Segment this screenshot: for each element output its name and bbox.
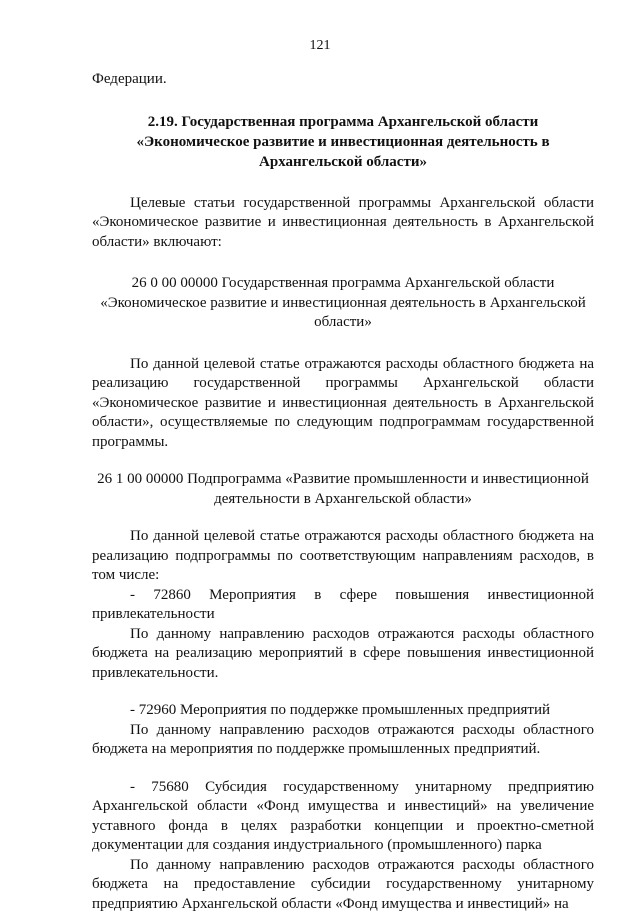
- carryover-text: Федерации.: [92, 70, 594, 90]
- document-body: [92, 70, 594, 914]
- subprogram-description: По данной целевой статье отражаются расходы областного бюджета на реализацию подпрограммы по соответствующим направлениям расходов, в том числе:: [92, 527, 594, 586]
- program-title: 26 0 00 00000 Государственная программа Архангельской области «Экономическое развитие и инвестиционная деятельность в Архангельской области»: [92, 274, 594, 333]
- intro-paragraph: Целевые статьи государственной программы Архангельской области «Экономическое развитие и инвестиционная деятельность в Архангельской области» включают:: [92, 194, 594, 253]
- subprogram-title: 26 1 00 00000 Подпрограмма «Развитие промышленности и инвестиционной деятельности в Архангельской области»: [92, 470, 594, 509]
- section-heading: 2.19. Государственная программа Архангельской области «Экономическое развитие и инвестиционная деятельность в Архангельской области»: [92, 112, 594, 172]
- expense-item-title: - 72960 Мероприятия по поддержке промышленных предприятий: [92, 701, 594, 721]
- page-number: 121: [0, 38, 640, 54]
- expense-item-description: По данному направлению расходов отражаются расходы областного бюджета на реализацию мероприятий в сфере повышения инвестиционной привлекательности.: [92, 625, 594, 684]
- expense-item-title: - 72860 Мероприятия в сфере повышения инвестиционной привлекательности: [92, 586, 594, 625]
- expense-item-description: По данному направлению расходов отражаются расходы областного бюджета на предоставление субсидии государственному унитарному предприятию Архангельской области «Фонд имущества и инвестиций» на: [92, 856, 594, 914]
- expense-item-title: - 75680 Субсидия государственному унитарному предприятию Архангельской области «Фонд имущества и инвестиций» на увеличение уставного фонда в целях разработки концепции и проектно-сметной документации для создания индустриального (промышленного) парка: [92, 778, 594, 856]
- program-description: По данной целевой статье отражаются расходы областного бюджета на реализацию государственной программы Архангельской области «Экономическое развитие и инвестиционная деятельность в Архангельской области», осуществляемые по следующим подпрограммам государственной программы.: [92, 355, 594, 453]
- expense-item-description: По данному направлению расходов отражаются расходы областного бюджета на мероприятия по поддержке промышленных предприятий.: [92, 721, 594, 760]
